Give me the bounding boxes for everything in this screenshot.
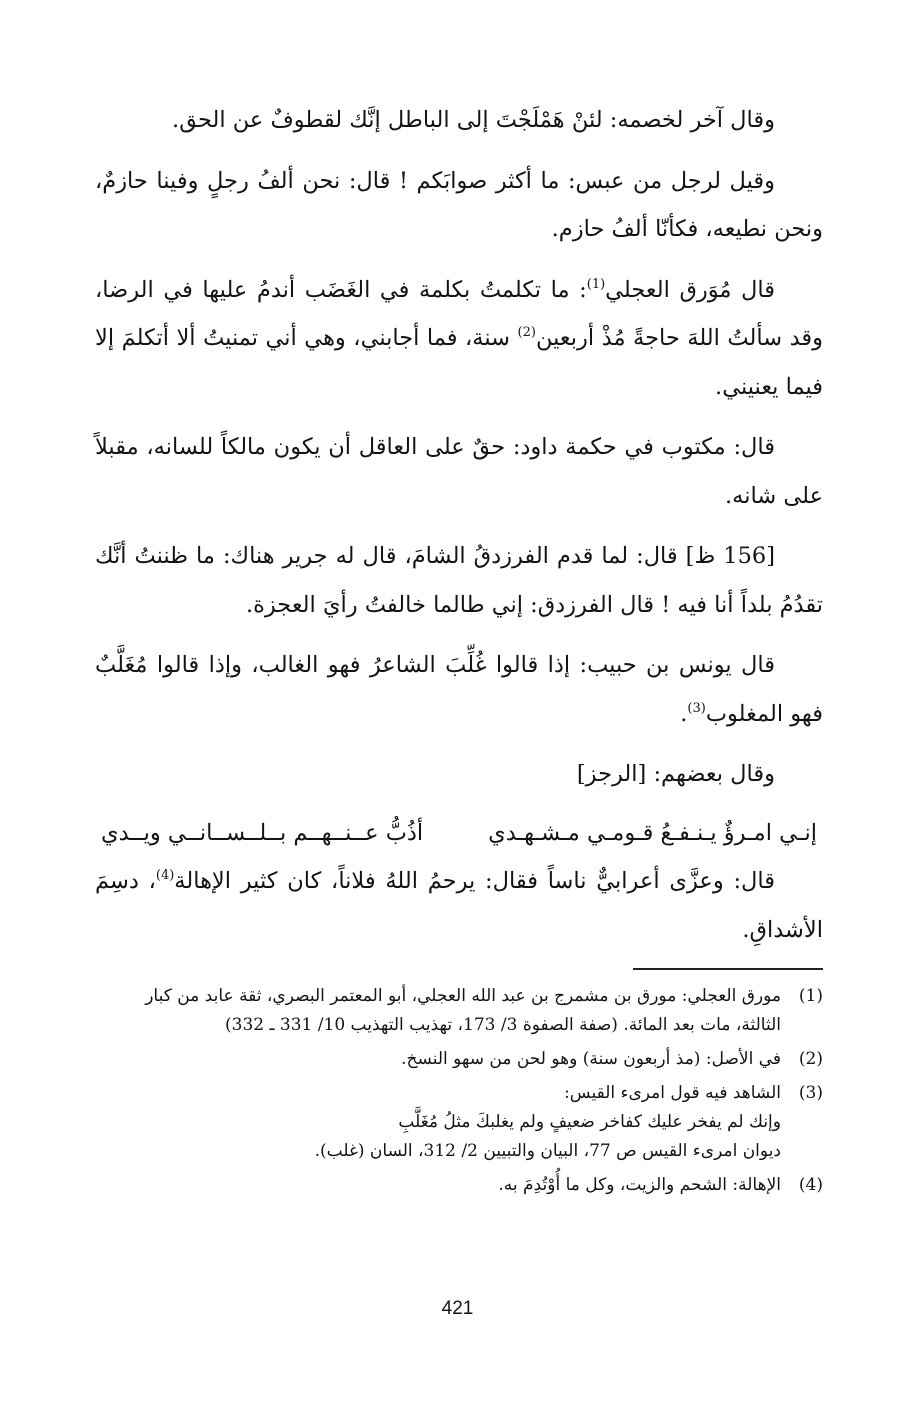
page-number: 421 [441,1298,474,1319]
footnote-number: (3) [798,1083,823,1103]
footnote-ref[interactable]: (1) [586,276,606,292]
footnote-text [130,1045,781,1074]
footnote-number: (1) [798,986,823,1006]
paragraph: [156 ظ] قال: لما قدم الفرزدقُ الشامَ، قال له جرير هناك: ما ظننتُ أنَّك تقدُمُ بلداً أنا فيه ! قال الفرزدق: إني طالما خالفتُ رأيَ العجزة. [95,543,823,618]
footnote-number: (2) [798,1049,823,1069]
footnote-text [130,1079,781,1166]
paragraph-text: . [680,700,688,727]
footnote-line: ديوان امرىء القيس ص 77، البيان والتبيين 2/ 312، السان (غلب). [314,1141,781,1161]
paragraph: وقال بعضهم: [الرجز] [576,761,775,787]
paragraph: وقال آخر لخصمه: لئنْ هَمْلَجْتَ إلى الباطل إنَّك لقطوفٌ عن الحق. [172,107,775,133]
paragraph-text: سنة، فما أجابني، وهي أني تمنيتُ ألا أتكلمَ إلا فيما يعنيني. [95,325,823,400]
paragraph [95,641,823,738]
paragraph [95,857,823,954]
paragraph-text: قال يونس بن حبيب: إذا قالوا غُلِّبَ الشاعرُ فهو الغالب، وإذا قالوا مُغَلَّبٌ فهو المغلوب [95,652,823,727]
paragraph-text: ، دسِمَ الأشداقِ. [95,868,823,943]
footnote-line: الشاهد فيه قول امرىء القيس: [564,1083,781,1103]
footnote [130,1045,823,1074]
footnote-line: في الأصل: (مذ أربعون سنة) وهو لحن من سهو النسخ. [401,1049,781,1069]
footnote [130,982,823,1040]
footnote-text [130,1171,781,1200]
poem-verse [95,809,823,858]
footnote-number: (4) [798,1175,823,1195]
footnote-ref[interactable]: (3) [687,700,706,716]
paragraph-text: قال: وعزَّى أعرابيٌّ ناساً فقال: يرحمُ اللهُ فلاناً، كان كثير الإهالة [174,868,775,894]
footnote-ref[interactable]: (4) [155,868,175,883]
verse-first-hemistich: إنـي امـرؤٌ يـنـفـعُ قـومـي مـشـهـدي [488,819,817,846]
paragraph: وقيل لرجل من عبس: ما أكثر صوابَكم ! قال: نحن ألفُ رجلٍ وفينا حازمٌ، ونحن نطيعه، فكأنّا ألفُ حازم. [95,167,823,242]
footnote-text [130,982,781,1040]
footnote-line: الإهالة: الشحم والزيت، وكل ما أُوْتُدِمَ به. [498,1175,781,1195]
footnote [130,1079,823,1166]
footnotes [130,982,823,1205]
footnote-line: وإنك لم يفخر عليك كفاخر ضعيفٍ ولم يغلبكَ مثلُ مُغَلَّبِ [398,1112,781,1132]
main-text [95,96,823,966]
paragraph-text: : ما تكلمتُ بكلمة في الغَضَب أندمُ عليها في الرضا، وقد سألتُ اللهَ حاجةً مُذْ أربعين [95,276,823,351]
verse-second-hemistich: أذُبُّ عــنــهــم بــلــســانــي ويــدي [101,819,424,846]
footnote-line: مورق العجلي: مورق بن مشمرج بن عبد الله العجلي، أبو المعتمر البصري، ثقة عابد من كبار الثالثة، مات بعد المائة. (صفة الصفوة 3/ 173، تهذيب التهذيب 10/ 331 ـ 332) [145,986,781,1035]
paragraph-text: قال مُوَرق العجلي [605,276,775,303]
footnote-separator [633,968,823,970]
paragraph: قال: مكتوب في حكمة داود: حقٌ على العاقل أن يكون مالكاً للسانه، مقبلاً على شانه. [95,434,823,509]
footnote [130,1171,823,1200]
footnote-ref[interactable]: (2) [517,325,536,340]
paragraph [95,266,823,412]
